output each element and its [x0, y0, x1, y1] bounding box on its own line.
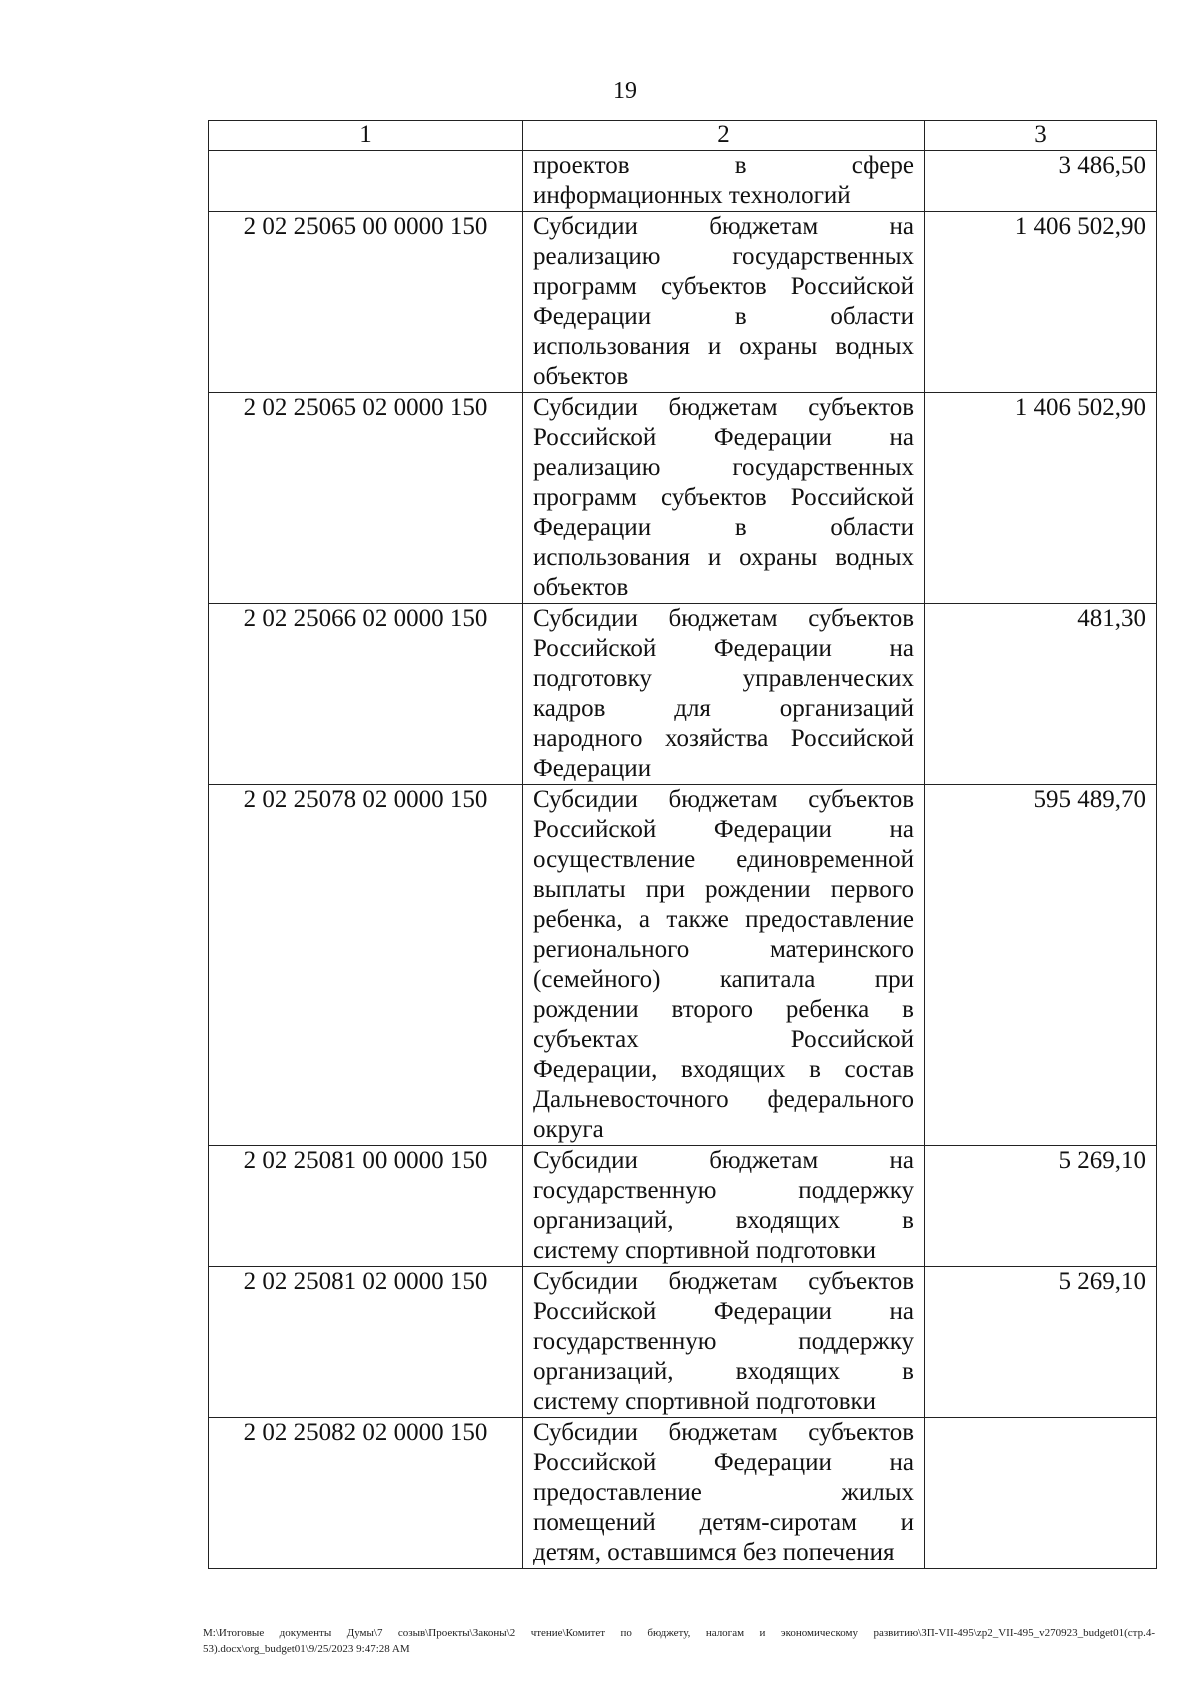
description-line: Субсидии бюджетам субъектов — [533, 1268, 914, 1295]
description-line: государственную поддержку — [533, 1328, 914, 1355]
description-line: Федерации — [533, 755, 652, 782]
description-cell — [523, 393, 925, 604]
description-cell — [523, 604, 925, 785]
description-line: Российской Федерации на — [533, 816, 914, 843]
amount-cell — [925, 1418, 1157, 1569]
budget-code-cell: 2 02 25066 02 0000 150 — [209, 604, 523, 785]
description-line: Федерации, входящих в состав — [533, 1056, 914, 1083]
description-line: реализацию государственных — [533, 454, 914, 481]
description-line: Российской Федерации на — [533, 1449, 914, 1476]
description-line: реализацию государственных — [533, 243, 914, 270]
description-cell — [523, 1146, 925, 1267]
description-line: Субсидии бюджетам на — [533, 1147, 914, 1174]
budget-code-cell: 2 02 25065 02 0000 150 — [209, 393, 523, 604]
description-cell — [523, 1267, 925, 1418]
description-line: субъектах Российской — [533, 1026, 914, 1053]
description-cell — [523, 1418, 925, 1569]
budget-code-cell: 2 02 25081 00 0000 150 — [209, 1146, 523, 1267]
amount-cell: 1 406 502,90 — [925, 393, 1157, 604]
description-line: Федерации в области — [533, 514, 914, 541]
description-line: информационных технологий — [533, 182, 851, 209]
amount-cell: 5 269,10 — [925, 1267, 1157, 1418]
amount-cell: 481,30 — [925, 604, 1157, 785]
table-row — [209, 604, 1157, 785]
description-line: кадров для организаций — [533, 695, 914, 722]
description-line: систему спортивной подготовки — [533, 1388, 877, 1415]
table-row — [209, 393, 1157, 604]
description-line: объектов — [533, 363, 629, 390]
description-line: организаций, входящих в — [533, 1358, 914, 1385]
budget-code-cell: 2 02 25065 00 0000 150 — [209, 212, 523, 393]
column-header-1: 1 — [209, 121, 523, 151]
description-line: Субсидии бюджетам субъектов — [533, 786, 914, 813]
description-line: использования и охраны водных — [533, 544, 914, 571]
column-header-2: 2 — [523, 121, 925, 151]
description-line: государственную поддержку — [533, 1177, 914, 1204]
description-line: (семейного) капитала при — [533, 966, 914, 993]
table-row — [209, 212, 1157, 393]
table-row — [209, 785, 1157, 1146]
description-line: программ субъектов Российской — [533, 273, 914, 300]
column-header-3: 3 — [925, 121, 1157, 151]
table-row — [209, 1418, 1157, 1569]
description-line: проектов в сфере — [533, 152, 914, 179]
description-line: народного хозяйства Российской — [533, 725, 914, 752]
description-line: помещений детям-сиротам и — [533, 1509, 914, 1536]
description-line: программ субъектов Российской — [533, 484, 914, 511]
amount-cell: 3 486,50 — [925, 151, 1157, 212]
budget-code-cell — [209, 151, 523, 212]
page-number: 19 — [613, 78, 637, 104]
description-line: организаций, входящих в — [533, 1207, 914, 1234]
amount-cell: 595 489,70 — [925, 785, 1157, 1146]
description-cell — [523, 212, 925, 393]
description-line: Российской Федерации на — [533, 635, 914, 662]
description-line: Российской Федерации на — [533, 1298, 914, 1325]
description-line: систему спортивной подготовки — [533, 1237, 877, 1264]
description-line: подготовку управленческих — [533, 665, 914, 692]
description-line: регионального материнского — [533, 936, 914, 963]
description-line: объектов — [533, 574, 629, 601]
description-line: использования и охраны водных — [533, 333, 914, 360]
table-body — [209, 151, 1157, 1569]
description-line: Субсидии бюджетам субъектов — [533, 1419, 914, 1446]
description-line: Федерации в области — [533, 303, 914, 330]
table-row — [209, 151, 1157, 212]
description-cell — [523, 785, 925, 1146]
description-line: Субсидии бюджетам субъектов — [533, 605, 914, 632]
description-line: рождении второго ребенка в — [533, 996, 914, 1023]
table-row — [209, 1267, 1157, 1418]
description-line: ребенка, а также предоставление — [533, 906, 914, 933]
budget-code-cell: 2 02 25078 02 0000 150 — [209, 785, 523, 1146]
description-line: Российской Федерации на — [533, 424, 914, 451]
description-line: детям, оставшимся без попечения — [533, 1539, 895, 1566]
budget-code-cell: 2 02 25082 02 0000 150 — [209, 1418, 523, 1569]
description-line: Дальневосточного федерального — [533, 1086, 914, 1113]
amount-cell: 1 406 502,90 — [925, 212, 1157, 393]
table-row — [209, 1146, 1157, 1267]
table-header-row — [209, 121, 1157, 151]
description-cell — [523, 151, 925, 212]
file-path-footer: M:\Итоговые документы Думы\7 созыв\Проекты\Законы\2 чтение\Комитет по бюджету, налогам и экономическому развитию\ЗП-VII-495\zp2_VII-495_v270923_budget01(стр.4-53).docx\org_budget01\9/25/2023 9:47:28 AM — [203, 1627, 1155, 1655]
budget-code-cell: 2 02 25081 02 0000 150 — [209, 1267, 523, 1418]
description-line: выплаты при рождении первого — [533, 876, 914, 903]
description-line: предоставление жилых — [533, 1479, 914, 1506]
description-line: Субсидии бюджетам субъектов — [533, 394, 914, 421]
description-line: Субсидии бюджетам на — [533, 213, 914, 240]
description-line: округа — [533, 1116, 604, 1143]
amount-cell: 5 269,10 — [925, 1146, 1157, 1267]
description-line: осуществление единовременной — [533, 846, 914, 873]
budget-table — [208, 120, 1157, 1569]
